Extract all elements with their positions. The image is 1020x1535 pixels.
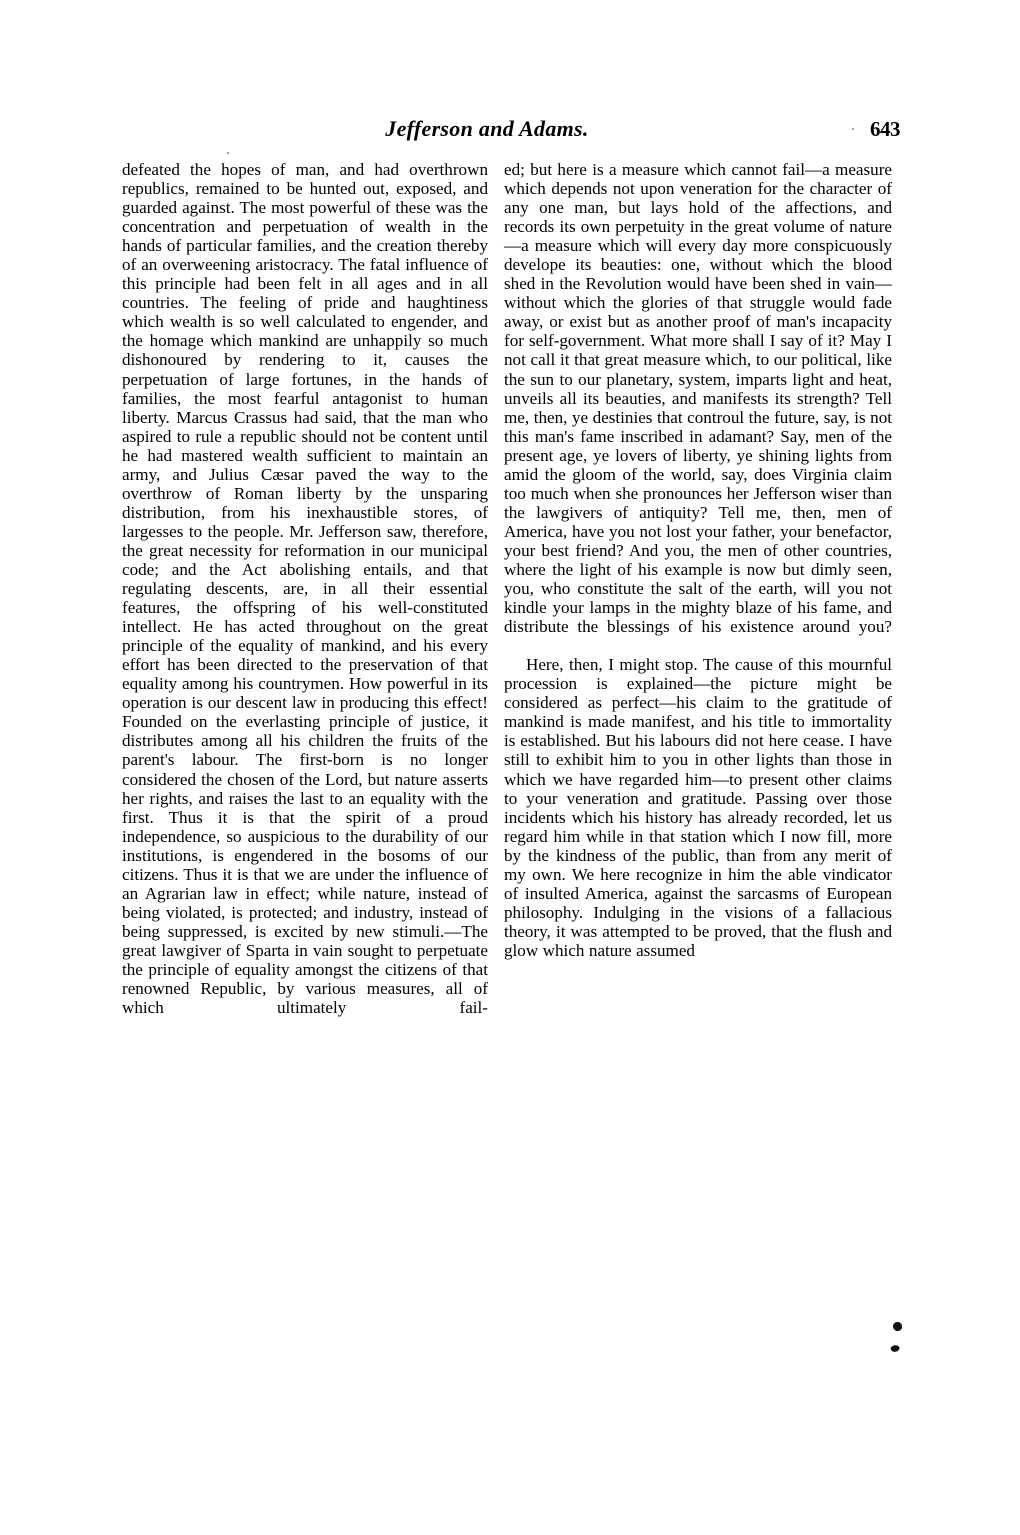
page-title: Jefferson and Adams.	[385, 116, 589, 141]
column-right	[504, 160, 892, 960]
text-body	[122, 160, 894, 1410]
paragraph: Here, then, I might stop. The cause of this mournful procession is explained—the picture might be considered as perfect—his claim to the gratitude of mankind is made manifest, and his title to immortality is established. But his labours did not here cease. I have still to exhibit him to you in other lights than those in which we have regarded him—to present other claims to your veneration and gratitude. Passing over those incidents which his history has already recorded, let us regard him while in that station which I now fill, more by the kindness of the public, than from any merit of my own. We here recognize in him the able vindicator of insulted America, against the sarcasms of European philosophy. Indulging in the visions of a fallacious theory, it was attempted to be proved, that the flush and glow which nature assumed	[504, 655, 892, 960]
scan-speck	[852, 128, 854, 130]
running-head	[122, 116, 900, 146]
paragraph: defeated the hopes of man, and had overthrown republics, remained to be hunted out, exposed, and guarded against. The most powerful of these was the concentration and perpetuation of wealth in the hands of particular families, and the creation thereby of an overweening aristocracy. The fatal influence of this principle had been felt in all ages and in all countries. The feeling of pride and haughtiness which wealth is so well calculated to engender, and the homage which mankind are unhappily so much dishonoured by rendering to it, causes the perpetuation of large fortunes, in the hands of families, the most fearful antagonist to human liberty. Marcus Crassus had said, that the man who aspired to rule a republic should not be content until he had mastered wealth sufficient to maintain an army, and Julius Cæsar paved the way to the overthrow of Roman liberty by the unsparing distribution, from his inexhaustible stores, of largesses to the people. Mr. Jefferson saw, therefore, the great necessity for reformation in our municipal code; and the Act abolishing entails, and that regulating descents, are, in all their essential features, the offspring of his well-constituted intellect. He has acted throughout on the great principle of the equality of mankind, and his every effort has been directed to the preservation of that equality among his countrymen. How powerful in its operation is our descent law in producing this effect! Founded on the everlasting principle of justice, it distributes among all his children the fruits of the parent's labour. The first-born is no longer considered the chosen of the Lord, but nature asserts her rights, and raises the last to an equality with the first. Thus it is that the spirit of a proud independence, so auspicious to the durability of our institutions, is engendered in the bosoms of our citizens. Thus it is that we are under the influence of an Agrarian law in effect; while nature, instead of being violated, is protected; and industry, instead of being suppressed, is excited by new stimuli.—The great lawgiver of Sparta in vain sought to perpetuate the principle of equality amongst the citizens of that renowned Republic, by various measures, all of which ultimately fail-	[122, 160, 488, 1018]
column-left	[122, 160, 488, 1036]
page-number: 643	[870, 117, 900, 141]
scan-speck	[227, 152, 229, 154]
paragraph: ed; but here is a measure which cannot fail—a measure which depends not upon veneration for the character of any one man, but lays hold of the affections, and records its own perpetuity in the great volume of nature—a measure which will every day more conspicuously develope its beauties: one, without which the blood shed in the Revolution would have been shed in vain—without which the glories of that struggle would fade away, or exist but as another proof of man's incapacity for self-government. What more shall I say of it? May I not call it that great measure which, to our political, like the sun to our planetary, system, imparts light and heat, unveils all its beauties, and manifests its strength? Tell me, then, ye destinies that controul the future, say, is not this man's fame inscribed in adamant? Say, men of the present age, ye lovers of liberty, ye shining lights from amid the gloom of the world, say, does Virginia claim too much when she pronounces her Jefferson wiser than the lawgivers of antiquity? Tell me, then, men of America, have you not lost your father, your benefactor, your best friend? And you, the men of other countries, where the light of his example is now but dimly seen, you, who constitute the salt of the earth, will you not kindle your lamps in the mighty blaze of his fame, and distribute the blessings of his existence around you?	[504, 160, 892, 637]
